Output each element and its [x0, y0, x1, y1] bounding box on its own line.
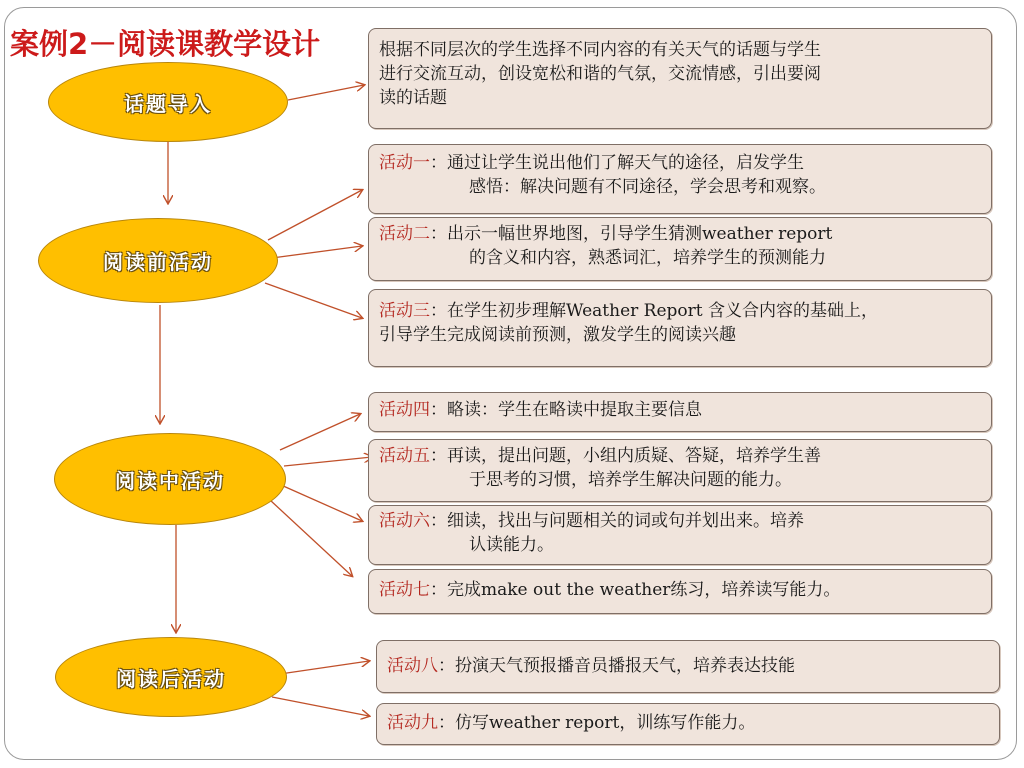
activity-8-label: 活动八 — [387, 656, 438, 676]
activity-1-line-1: 通过让学生说出他们了解天气的途径，启发学生 — [447, 153, 804, 173]
activity-9-line-1: 仿写weather report，训练写作能力。 — [455, 713, 756, 733]
activity-box-7 — [368, 569, 992, 614]
arrow-pre-to-act3 — [265, 283, 362, 318]
activity-box-8 — [376, 640, 1000, 693]
activity-6-sep: ： — [430, 511, 447, 531]
arrow-post-to-act9 — [272, 697, 369, 716]
arrow-post-to-act8 — [280, 661, 369, 674]
activity-box-3 — [368, 289, 992, 367]
activity-1-sep: ： — [430, 153, 447, 173]
activity-box-6 — [368, 505, 992, 565]
activity-7-label: 活动七 — [379, 580, 430, 600]
activity-6-label: 活动六 — [379, 511, 430, 531]
activity-3-label: 活动三 — [379, 301, 430, 321]
stage-while-reading-label: 阅读中活动 — [115, 468, 225, 493]
arrow-while-to-act4 — [280, 414, 360, 450]
activity-3-line-2: 引导学生完成阅读前预测，激发学生的阅读兴趣 — [379, 325, 736, 345]
activity-5-line-2: 于思考的习惯，培养学生解决问题的能力。 — [469, 470, 792, 490]
page-title: 案例2－阅读课教学设计 — [10, 22, 322, 63]
activity-box-2 — [368, 217, 992, 281]
activity-4-sep: ： — [430, 400, 447, 420]
activity-8-sep: ： — [438, 656, 455, 676]
arrow-pre-to-act2 — [272, 246, 362, 258]
activity-1-line-2: 感悟：解决问题有不同途径，学会思考和观察。 — [469, 177, 826, 197]
activity-box-5 — [368, 439, 992, 502]
intro-description-box — [368, 28, 992, 129]
stage-while-reading-ellipse — [54, 433, 286, 525]
activity-5-label: 活动五 — [379, 446, 430, 466]
intro-line-2: 进行交流互动，创设宽松和谐的气氛，交流情感，引出要阅 — [379, 64, 821, 84]
activity-box-4 — [368, 392, 992, 432]
activity-7-line-1: 完成make out the weather练习，培养读写能力。 — [447, 580, 841, 600]
stage-intro-ellipse — [48, 62, 288, 142]
intro-line-3: 读的话题 — [379, 88, 447, 108]
activity-2-sep: ： — [430, 224, 447, 244]
arrow-while-to-act5 — [284, 457, 372, 466]
stage-post-reading-label: 阅读后活动 — [116, 666, 226, 691]
stage-pre-reading-label: 阅读前活动 — [103, 250, 213, 274]
activity-3-line-1: 在学生初步理解Weather Report 含义合内容的基础上， — [447, 301, 878, 321]
activity-4-label: 活动四 — [379, 400, 430, 420]
activity-3-sep: ： — [430, 301, 447, 321]
activity-2-label: 活动二 — [379, 224, 430, 244]
arrow-intro-to-box — [288, 85, 364, 100]
activity-9-sep: ： — [438, 713, 455, 733]
arrow-pre-to-act1 — [268, 190, 362, 240]
arrow-while-to-act6 — [281, 485, 362, 521]
activity-6-line-1: 细读，找出与问题相关的词或句并划出来。培养 — [447, 511, 804, 531]
activity-6-line-2: 认读能力。 — [469, 535, 554, 555]
activity-2-line-2: 的含义和内容，熟悉词汇，培养学生的预测能力 — [469, 248, 826, 268]
stage-intro-label: 话题导入 — [124, 91, 212, 116]
intro-line-1: 根据不同层次的学生选择不同内容的有关天气的话题与学生 — [379, 40, 821, 60]
activity-9-label: 活动九 — [387, 713, 438, 733]
activity-7-sep: ： — [430, 580, 447, 600]
stage-pre-reading-ellipse — [38, 218, 278, 303]
activity-2-line-1: 出示一幅世界地图，引导学生猜测weather report — [447, 224, 833, 244]
activity-box-9 — [376, 703, 1000, 745]
stage-post-reading-ellipse — [55, 637, 287, 717]
activity-5-line-1: 再读，提出问题，小组内质疑、答疑，培养学生善 — [447, 446, 821, 466]
activity-1-label: 活动一 — [379, 153, 430, 173]
activity-8-line-1: 扮演天气预报播音员播报天气，培养表达技能 — [455, 656, 795, 676]
activity-4-line-1: 略读：学生在略读中提取主要信息 — [447, 400, 702, 420]
activity-box-1 — [368, 144, 992, 214]
activity-5-sep: ： — [430, 446, 447, 466]
